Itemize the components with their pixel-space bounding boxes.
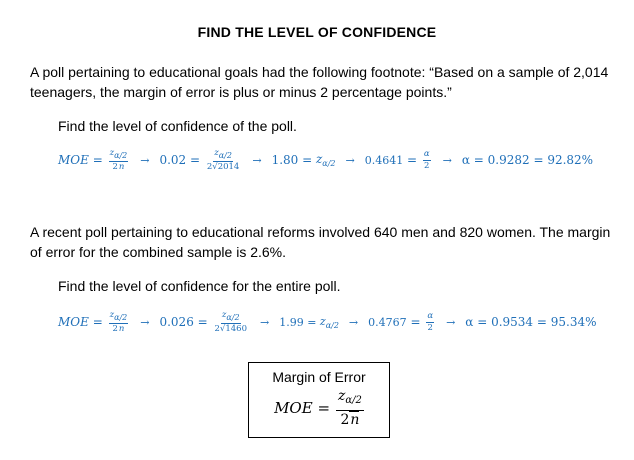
p1-result: α = 0.9282 = 92.82% [461, 153, 594, 167]
p2-result: α = 0.9534 = 95.34% [465, 315, 597, 329]
p2-half: 0.4767 [368, 315, 407, 329]
moe-fraction: $\frac{z\alpha/2}{2n}$ [109, 309, 128, 334]
arrow-icon: → [446, 315, 456, 329]
arrow-icon: → [140, 153, 150, 167]
p2-den: 2√1460 [214, 323, 247, 334]
formula-box [248, 362, 390, 438]
p1-fraction: $\frac{z\alpha/2}{2√2014}$ [206, 147, 240, 172]
arrow-icon: → [259, 315, 270, 329]
arrow-icon: → [442, 153, 452, 167]
moe-symbol: MOE [58, 153, 89, 167]
formula-box-label: Margin of Error [272, 369, 366, 385]
arrow-icon: → [345, 153, 355, 167]
moe-fraction: $\frac{z\alpha/2}{2n}$ [109, 147, 128, 172]
arrow-icon: → [348, 315, 359, 329]
arrow-icon: → [252, 153, 262, 167]
moe-symbol: MOE [58, 315, 89, 329]
problem-2-equation: MOE = $\frac{z\alpha/2}{2n}$ → 0.026 = $\frac{z\alpha/2}{2√1460}$ → 1.99 = $z_{\alpha/2}$ → 0.4767 = $\frac{\alpha}{2}$ → α = 0.9534 = 95.34% [58, 309, 597, 334]
problem-2-text: A recent poll pertaining to educational reforms involved 640 men and 820 women. The margin of error for the combined sample is 2.6%. [30, 224, 611, 260]
p2-lhs: 0.026 [159, 315, 194, 329]
alpha-half-fraction: $\frac{\alpha}{2}$ [423, 148, 430, 171]
alpha-half-fraction: $\frac{\alpha}{2}$ [427, 310, 434, 333]
problem-1-text: A poll pertaining to educational goals had the following footnote: “Based on a sample of 2,014 teenagers, the margin of error is plus or minus 2 percentage points.” [30, 64, 609, 100]
problem-1-question: Find the level of confidence of the poll. [58, 118, 297, 134]
problem-2-question: Find the level of confidence for the entire poll. [58, 278, 341, 294]
p1-step: 1.80 [271, 153, 299, 167]
p1-den: 2√2014 [206, 161, 240, 172]
p1-lhs: 0.02 [159, 153, 187, 167]
p2-step: 1.99 [279, 315, 304, 329]
moe-formula: MOE = $\frac{z_{\alpha/2}}{2n}$ [274, 388, 362, 428]
p2-fraction: $\frac{z\alpha/2}{2√1460}$ [214, 309, 247, 334]
problem-1-equation: MOE = $\frac{z\alpha/2}{2n}$ → 0.02 = $\frac{z\alpha/2}{2√2014}$ → 1.80 = $z_{\alpha/2}$ → 0.4641 = $\frac{\alpha}{2}$ → α = 0.9282 = 92.82% [58, 147, 594, 172]
page-title: FIND THE LEVEL OF CONFIDENCE [197, 24, 437, 40]
arrow-icon: → [140, 315, 150, 329]
p1-half: 0.4641 [364, 153, 404, 167]
